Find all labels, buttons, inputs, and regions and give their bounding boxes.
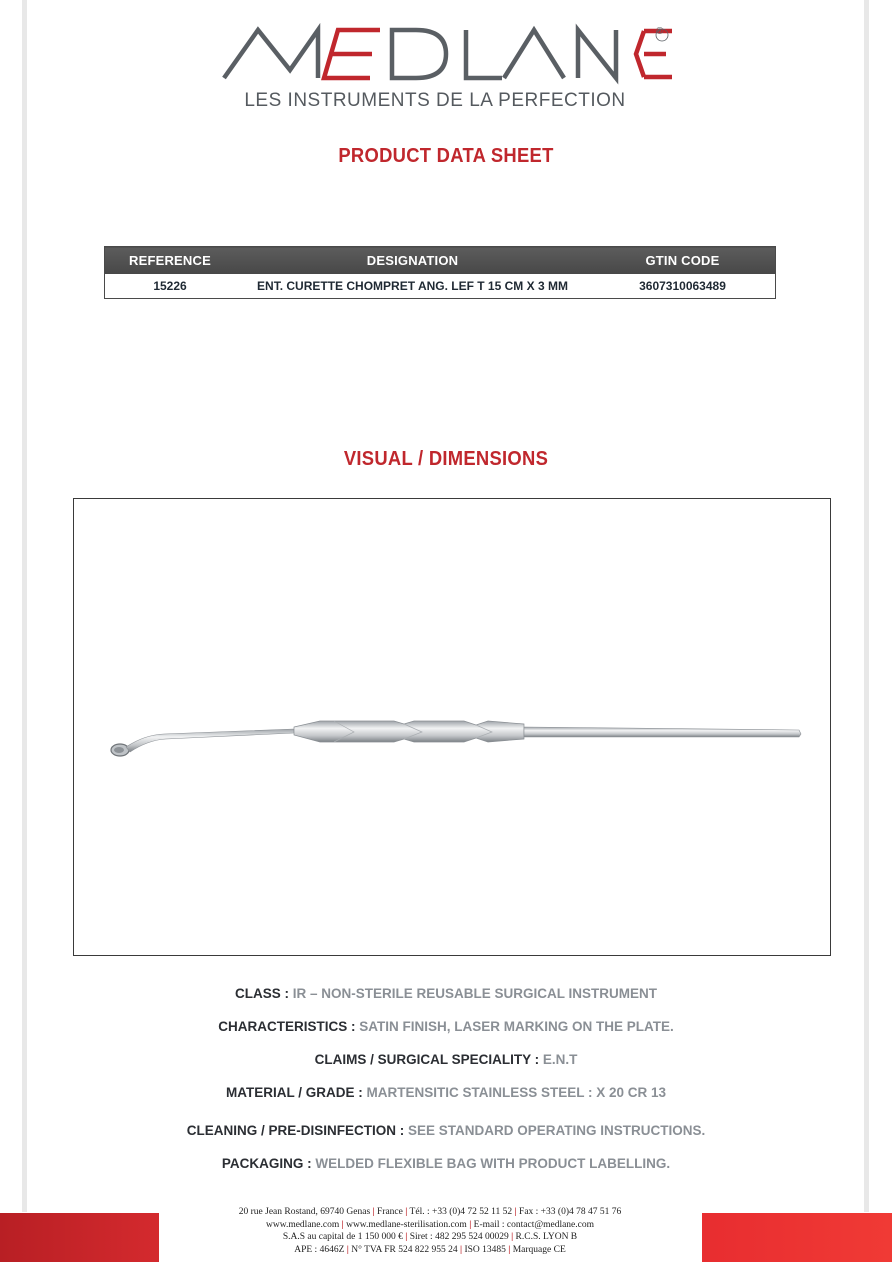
footer-country: France	[377, 1207, 403, 1217]
spec-label: CLAIMS / SURGICAL SPECIALITY :	[314, 1052, 543, 1067]
footer-phone: Tél. : +33 (0)4 72 52 11 52	[409, 1207, 513, 1217]
footer-capital: S.A.S au capital de 1 150 000 €	[282, 1232, 403, 1242]
footer-line-address: 20 rue Jean Rostand, 69740 Genas | France | Tél. : +33 (0)4 72 52 11 52 | Fax : +33 (0)4 78 47 51 76	[238, 1207, 622, 1217]
spec-label: CLEANING / PRE-DISINFECTION :	[186, 1123, 408, 1138]
spec-characteristics	[0, 1019, 892, 1034]
header-reference: REFERENCE	[105, 247, 236, 275]
header-gtin: GTIN CODE	[590, 247, 776, 275]
spec-value: SATIN FINISH, LASER MARKING ON THE PLATE.	[359, 1019, 674, 1034]
spec-packaging	[0, 1156, 892, 1171]
footer-rcs: R.C.S. LYON B	[515, 1232, 578, 1242]
footer-address: 20 rue Jean Rostand, 69740 Genas	[238, 1207, 371, 1217]
footer-email: E-mail : contact@medlane.com	[473, 1219, 594, 1230]
spec-value: MARTENSITIC STAINLESS STEEL : X 20 CR 13	[366, 1085, 667, 1100]
table-row	[105, 274, 776, 299]
spec-value: IR – NON-STERILE REUSABLE SURGICAL INSTRUMENT	[292, 986, 658, 1001]
brand-tagline: LES INSTRUMENTS DE LA PERFECTION	[244, 90, 626, 111]
footer-line-legal: S.A.S au capital de 1 150 000 € | Siret : 482 295 524 00029 | R.C.S. LYON B	[282, 1232, 578, 1242]
footer-fax: Fax : +33 (0)4 78 47 51 76	[519, 1207, 622, 1217]
footer-siret: Siret : 482 295 524 00029	[409, 1232, 509, 1242]
registered-mark: ®	[656, 26, 664, 37]
curette-instrument-image	[104, 699, 804, 779]
spec-label: PACKAGING :	[221, 1156, 316, 1171]
footer-website: www.medlane.com	[265, 1219, 340, 1230]
spec-value: WELDED FLEXIBLE BAG WITH PRODUCT LABELLING.	[315, 1156, 671, 1171]
footer-vat: N° TVA FR 524 822 955 24	[351, 1244, 458, 1255]
spec-value: E.N.T	[542, 1052, 578, 1067]
spec-label: CHARACTERISTICS :	[218, 1019, 360, 1034]
spec-class	[0, 986, 892, 1001]
product-visual-frame	[73, 498, 831, 956]
spec-cleaning	[0, 1123, 892, 1138]
company-footer	[180, 1206, 680, 1256]
footer-iso: ISO 13485	[464, 1244, 506, 1255]
footer-accent-left	[0, 1213, 159, 1262]
header-designation: DESIGNATION	[235, 247, 590, 275]
table-header-row	[105, 247, 776, 275]
spec-label: CLASS :	[234, 986, 293, 1001]
spec-material	[0, 1085, 892, 1100]
spec-claims	[0, 1052, 892, 1067]
footer-line-web: www.medlane.com | www.medlane-sterilisation.com | E-mail : contact@medlane.com	[265, 1219, 594, 1230]
footer-accent-right	[702, 1213, 892, 1262]
footer-line-registration: APE : 4646Z | N° TVA FR 524 822 955 24 | ISO 13485 | Marquage CE	[294, 1244, 566, 1255]
product-reference-table	[104, 246, 776, 299]
footer-ape: APE : 4646Z	[294, 1244, 345, 1255]
visual-dimensions-title: VISUAL / DIMENSIONS	[343, 448, 549, 470]
spec-label: MATERIAL / GRADE :	[225, 1085, 367, 1100]
footer-website-sterilisation: www.medlane-sterilisation.com	[346, 1219, 467, 1230]
cell-reference: 15226	[153, 279, 187, 293]
cell-gtin: 3607310063489	[639, 279, 726, 293]
footer-ce: Marquage CE	[512, 1244, 566, 1255]
cell-designation: ENT. CURETTE CHOMPRET ANG. LEF T 15 CM X 3 MM	[257, 279, 568, 293]
spec-value: SEE STANDARD OPERATING INSTRUCTIONS.	[408, 1123, 706, 1138]
product-data-sheet-title: PRODUCT DATA SHEET	[338, 145, 554, 167]
